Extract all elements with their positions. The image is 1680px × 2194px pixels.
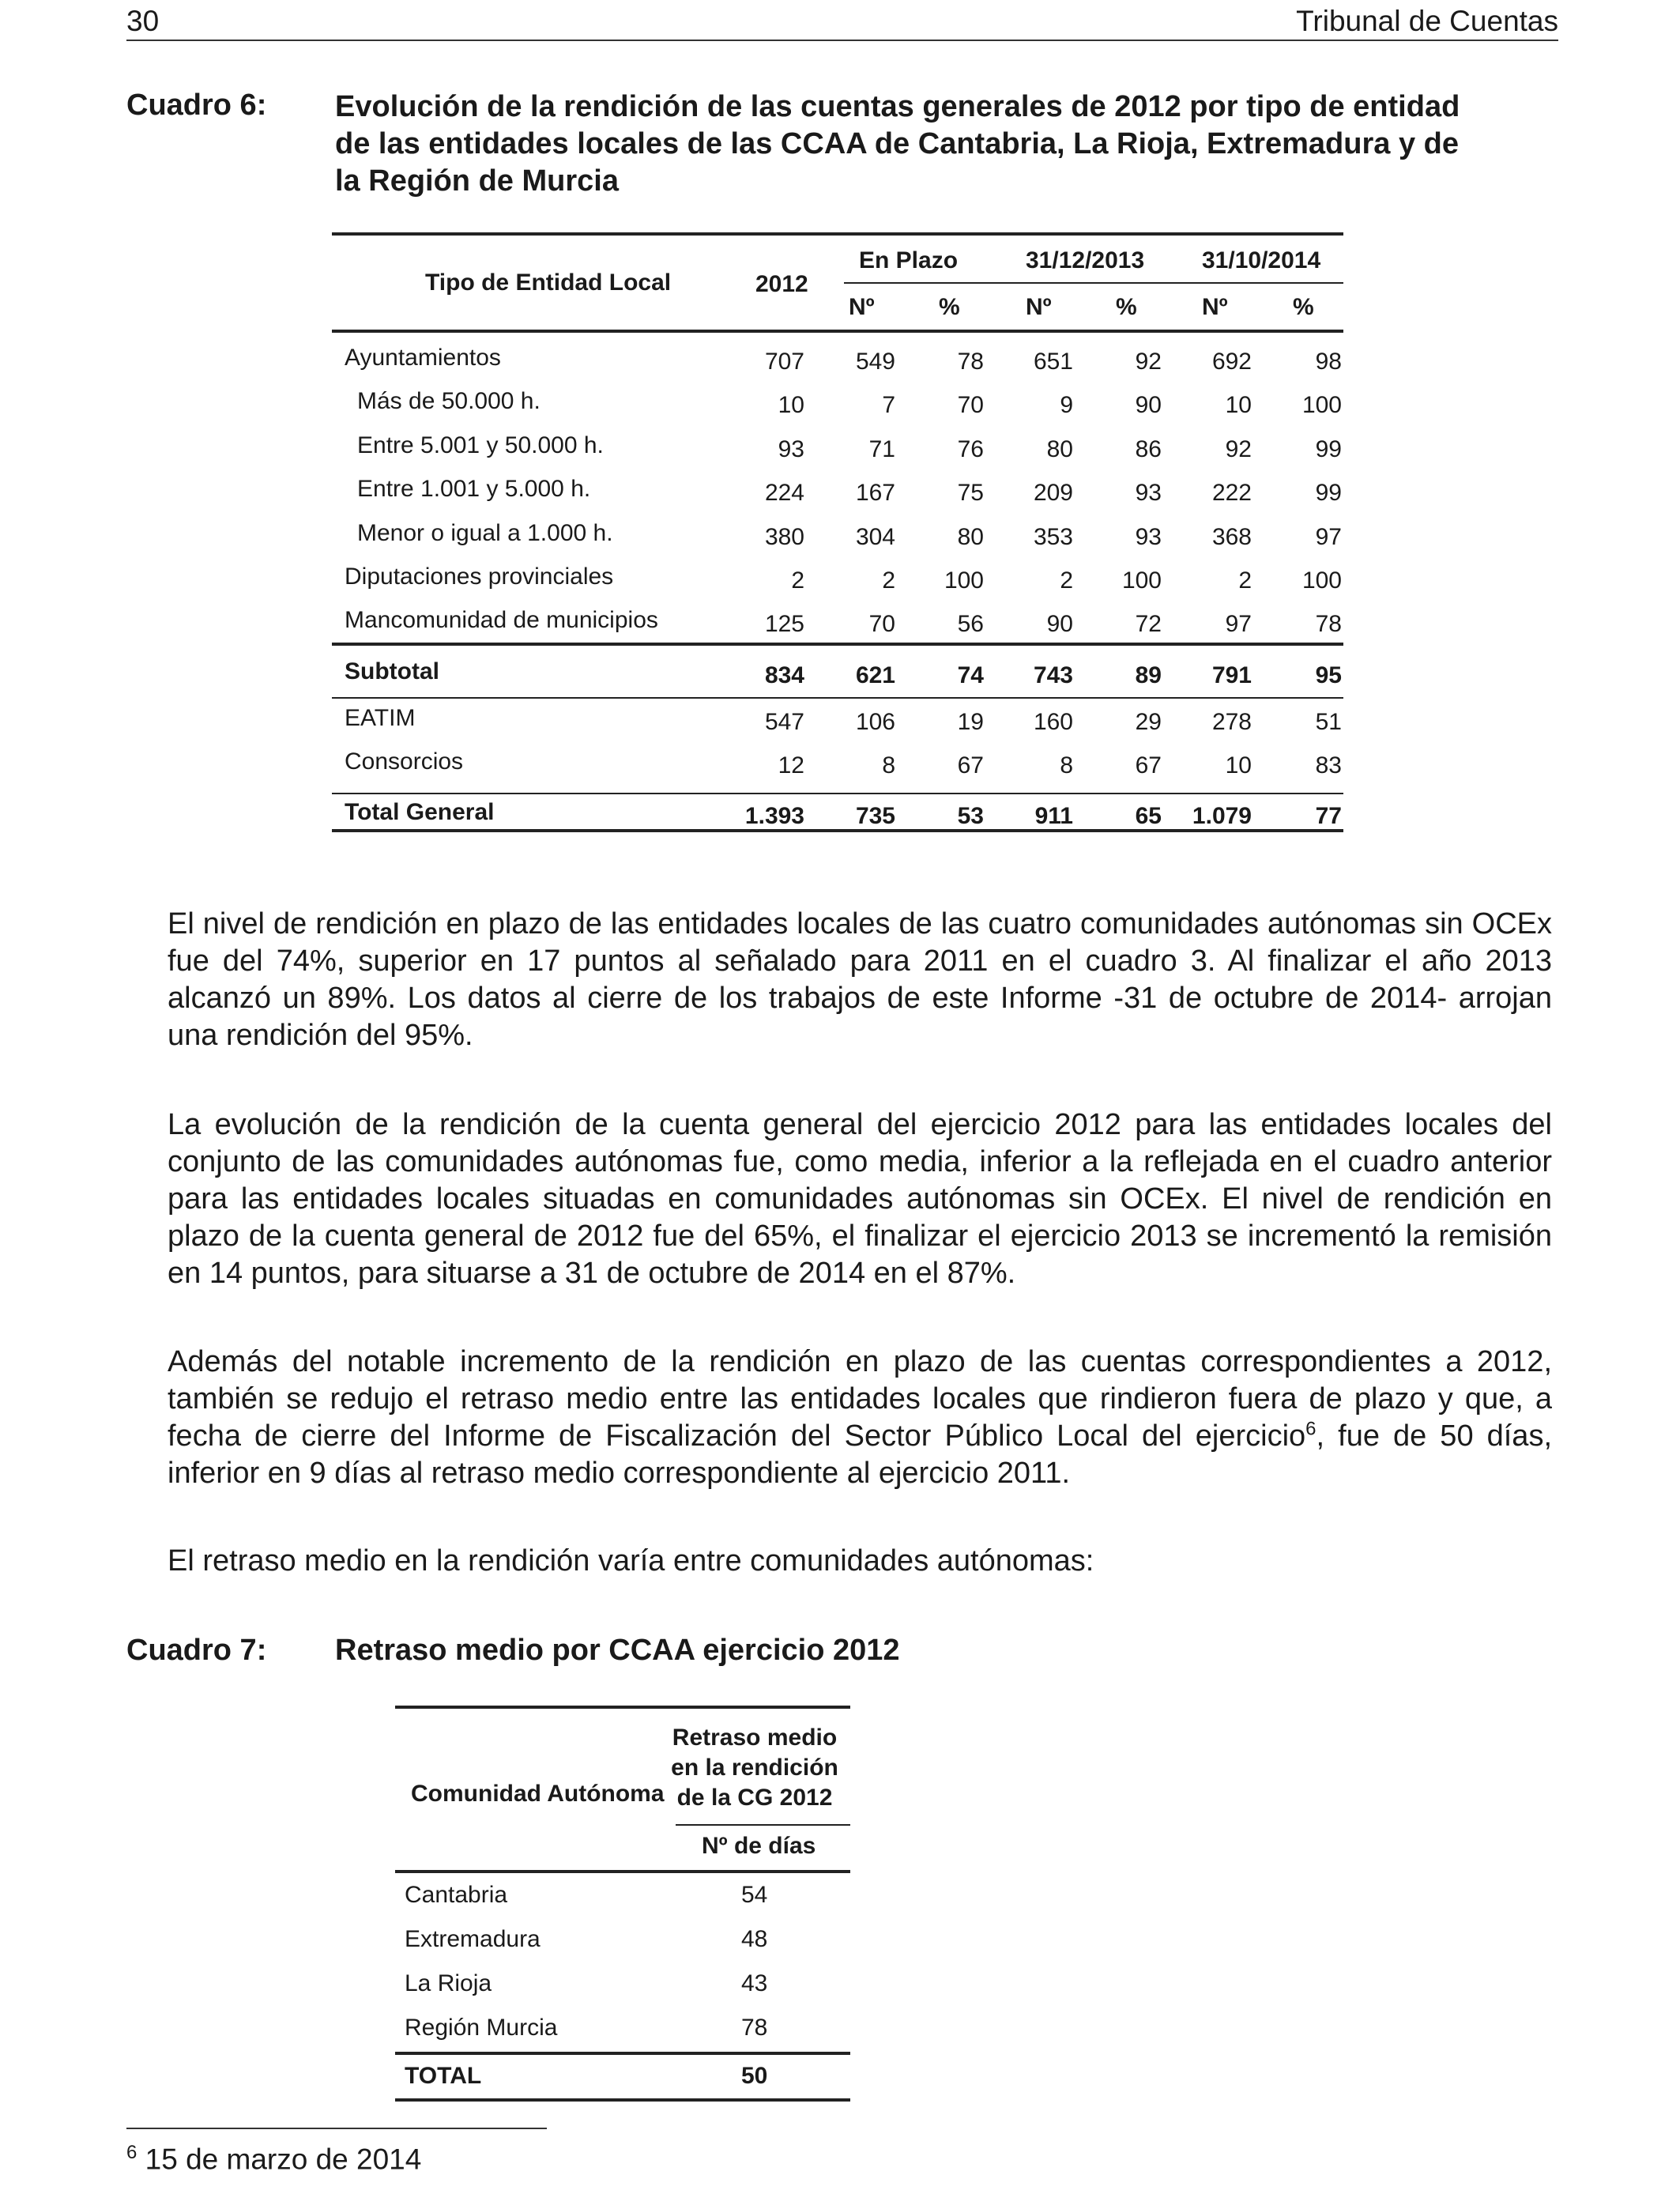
table-cell: 1.393 — [744, 803, 804, 829]
col-subheader: % — [939, 294, 960, 320]
table-cell: 48 — [741, 1926, 768, 1952]
table-cell: 90 — [1046, 611, 1073, 637]
table-cell: 56 — [957, 611, 984, 637]
row-label: Total General — [345, 799, 495, 825]
table-cell: 209 — [1033, 480, 1073, 506]
table-cell: 76 — [957, 436, 984, 462]
table-cell: 98 — [1315, 349, 1342, 375]
table-cell: 368 — [1211, 524, 1252, 550]
footnote — [126, 2142, 421, 2176]
footnote-text: 15 de marzo de 2014 — [137, 2143, 422, 2176]
table-cell: 100 — [1301, 567, 1342, 594]
col-subheader: Nº — [1026, 294, 1052, 320]
table-cell: 53 — [957, 803, 984, 829]
paragraph-4: El retraso medio en la rendición varía entre comunidades autónomas: — [168, 1544, 1094, 1578]
table-cell: 99 — [1315, 480, 1342, 506]
table-cell: 380 — [764, 524, 804, 550]
row-label: Más de 50.000 h. — [357, 388, 541, 414]
row-label: EATIM — [345, 705, 416, 731]
col-header-line: Retraso medio — [672, 1725, 838, 1751]
table-cell: 43 — [741, 1970, 768, 1996]
row-label: Ayuntamientos — [345, 345, 501, 371]
col-group-31-10-2014: 31/10/2014 — [1202, 247, 1321, 273]
table-cell: 50 — [741, 2063, 768, 2089]
col-subheader: % — [1293, 294, 1314, 320]
table-cell: 92 — [1135, 349, 1162, 375]
table-cell: 72 — [1135, 611, 1162, 637]
cuadro6-title-line: Evolución de la rendición de las cuentas generales de 2012 por tipo de entidad — [335, 90, 1460, 123]
table-cell: 92 — [1225, 436, 1252, 462]
table-cell: 224 — [764, 480, 804, 506]
cuadro6-title-line: de las entidades locales de las CCAA de Cantabria, La Rioja, Extremadura y de — [335, 127, 1459, 160]
footnote-number: 6 — [126, 2142, 137, 2163]
table-cell: 70 — [957, 392, 984, 418]
table-cell: 2 — [1238, 567, 1252, 594]
paragraph-2: La evolución de la rendición de la cuenta general del ejercicio 2012 para las entidades locales del conjunto de las comunidades autónomas fue, como media, inferior a la reflejada en el cuadro anterior para las entidades locales situadas en comunidades autónomas sin OCEx. El nivel de rendición en plazo de la cuenta general de 2012 fue del 65%, el finalizar el ejercicio 2013 se incrementó la remisión en 14 puntos, para situarse a 31 de octubre de 2014 en el 87%. — [168, 1108, 1552, 1290]
table-cell: 160 — [1033, 709, 1073, 735]
table-cell: 125 — [764, 611, 804, 637]
col-subheader: Nº — [1202, 294, 1228, 320]
table-cell: 735 — [855, 803, 895, 829]
total-top-rule — [395, 2052, 850, 2055]
table-top-rule — [395, 1706, 850, 1709]
table-cell: 29 — [1135, 709, 1162, 735]
table-cell: 51 — [1315, 709, 1342, 735]
table-cell: 19 — [957, 709, 984, 735]
table-cell: 2 — [791, 567, 804, 594]
table-cell: 692 — [1211, 349, 1252, 375]
table-cell: 8 — [1060, 752, 1073, 778]
col-header-line: de la CG 2012 — [676, 1785, 833, 1811]
row-label: Extremadura — [405, 1926, 541, 1952]
col-header-line: en la rendición — [671, 1755, 838, 1781]
row-label: Diputaciones provinciales — [345, 564, 614, 590]
table-cell: 1.079 — [1192, 803, 1252, 829]
table-cell: 100 — [1121, 567, 1162, 594]
table-cell: 651 — [1033, 349, 1073, 375]
col-subheader: % — [1116, 294, 1137, 320]
table-cell: 65 — [1135, 803, 1162, 829]
table-cell: 80 — [957, 524, 984, 550]
table-cell: 75 — [957, 480, 984, 506]
table-bottom-rule — [395, 2098, 850, 2102]
cuadro6-label: Cuadro 6: — [126, 89, 267, 122]
table-cell: 8 — [882, 752, 895, 778]
table-cell: 90 — [1135, 392, 1162, 418]
table-cell: 99 — [1315, 436, 1342, 462]
table-cell: 911 — [1034, 803, 1073, 829]
row-label: La Rioja — [405, 1970, 492, 1996]
table-cell: 353 — [1033, 524, 1073, 550]
cuadro7-label: Cuadro 7: — [126, 1634, 267, 1667]
table-cell: 743 — [1033, 662, 1073, 688]
table-cell: 54 — [741, 1882, 768, 1908]
running-header: Tribunal de Cuentas — [1296, 5, 1558, 37]
table-cell: 93 — [778, 436, 804, 462]
row-label: Mancomunidad de municipios — [345, 607, 658, 633]
paragraph-3-text: , fue de 50 días, inferior en 9 días al retraso medio correspondiente al ejercicio 2011. — [168, 1419, 1552, 1490]
cuadro6-title-line: la Región de Murcia — [335, 164, 619, 198]
table-cell: 97 — [1315, 524, 1342, 550]
page-number: 30 — [126, 5, 160, 37]
table-cell: 222 — [1211, 480, 1252, 506]
col-header-unit: Nº de días — [702, 1833, 816, 1859]
table-cell: 93 — [1135, 524, 1162, 550]
table-cell: 67 — [1135, 752, 1162, 778]
header-bottom-rule — [395, 1870, 850, 1873]
table-cell: 93 — [1135, 480, 1162, 506]
table-cell: 86 — [1135, 436, 1162, 462]
cuadro7-title: Retraso medio por CCAA ejercicio 2012 — [335, 1634, 900, 1667]
footnote-ref[interactable]: 6 — [1305, 1418, 1317, 1440]
row-label: Entre 1.001 y 5.000 h. — [357, 476, 591, 502]
row-label: Subtotal — [345, 658, 439, 684]
col-subheader: Nº — [849, 294, 875, 320]
row-label: Menor o igual a 1.000 h. — [357, 520, 613, 546]
col-group-31-12-2013: 31/12/2013 — [1026, 247, 1145, 273]
row-label: Cantabria — [405, 1882, 508, 1908]
table-cell: 791 — [1211, 662, 1252, 688]
table-cell: 10 — [778, 392, 804, 418]
table-cell: 7 — [882, 392, 895, 418]
table-cell: 278 — [1211, 709, 1252, 735]
table-cell: 95 — [1315, 662, 1342, 688]
col-header-retraso — [648, 1723, 861, 1813]
table-cell: 167 — [855, 480, 895, 506]
col-header-2012: 2012 — [755, 271, 808, 297]
header-sub-rule — [676, 1824, 850, 1826]
table-cell: 67 — [957, 752, 984, 778]
table-cell: 549 — [855, 349, 895, 375]
table-cell: 834 — [764, 662, 804, 688]
table-cell: 78 — [957, 349, 984, 375]
table-cell: 74 — [957, 662, 984, 688]
table-cell: 10 — [1225, 752, 1252, 778]
table-cell: 100 — [1301, 392, 1342, 418]
row-label: Entre 5.001 y 50.000 h. — [357, 432, 604, 458]
table-cell: 12 — [778, 752, 804, 778]
paragraph-3-text: Además del notable incremento de la rendición en plazo de las cuentas correspondientes a 2012, también se redujo el retraso medio entre las entidades locales que rindieron fuera de plazo y que, a fecha de cierre del Informe de Fiscalización del Sector Público Local del ejercicio — [168, 1345, 1552, 1453]
table-cell: 2 — [1060, 567, 1073, 594]
row-label: Consorcios — [345, 748, 464, 775]
row-label: Región Murcia — [405, 2015, 558, 2041]
table-cell: 97 — [1225, 611, 1252, 637]
table-cell: 78 — [741, 2015, 768, 2041]
footnote-rule — [126, 2128, 547, 2129]
table-cell: 83 — [1315, 752, 1342, 778]
table-cell: 10 — [1225, 392, 1252, 418]
table-cell: 9 — [1060, 392, 1073, 418]
table-cell: 70 — [868, 611, 895, 637]
table-cell: 80 — [1046, 436, 1073, 462]
table-cell: 304 — [855, 524, 895, 550]
row-label: TOTAL — [405, 2063, 482, 2089]
col-group-en-plazo: En Plazo — [859, 247, 959, 273]
table-cell: 77 — [1315, 803, 1342, 829]
table-cell: 707 — [764, 349, 804, 375]
table-cell: 78 — [1315, 611, 1342, 637]
col-header-comunidad: Comunidad Autónoma — [411, 1781, 665, 1807]
col-header-tipo: Tipo de Entidad Local — [425, 270, 672, 296]
table-cell: 621 — [855, 662, 895, 688]
table-cell: 2 — [882, 567, 895, 594]
table-cell: 100 — [944, 567, 984, 594]
paragraph-1: El nivel de rendición en plazo de las entidades locales de las cuatro comunidades autónomas sin OCEx fue del 74%, superior en 17 puntos al señalado para 2011 en el cuadro 3. Al finalizar el año 2013 alcanzó un 89%. Los datos al cierre de los trabajos de este Informe -31 de octubre de 2014- arrojan una rendición del 95%. — [168, 907, 1552, 1052]
table-cell: 106 — [855, 709, 895, 735]
table-cell: 71 — [868, 436, 895, 462]
table-cell: 89 — [1135, 662, 1162, 688]
table-cell: 547 — [764, 709, 804, 735]
